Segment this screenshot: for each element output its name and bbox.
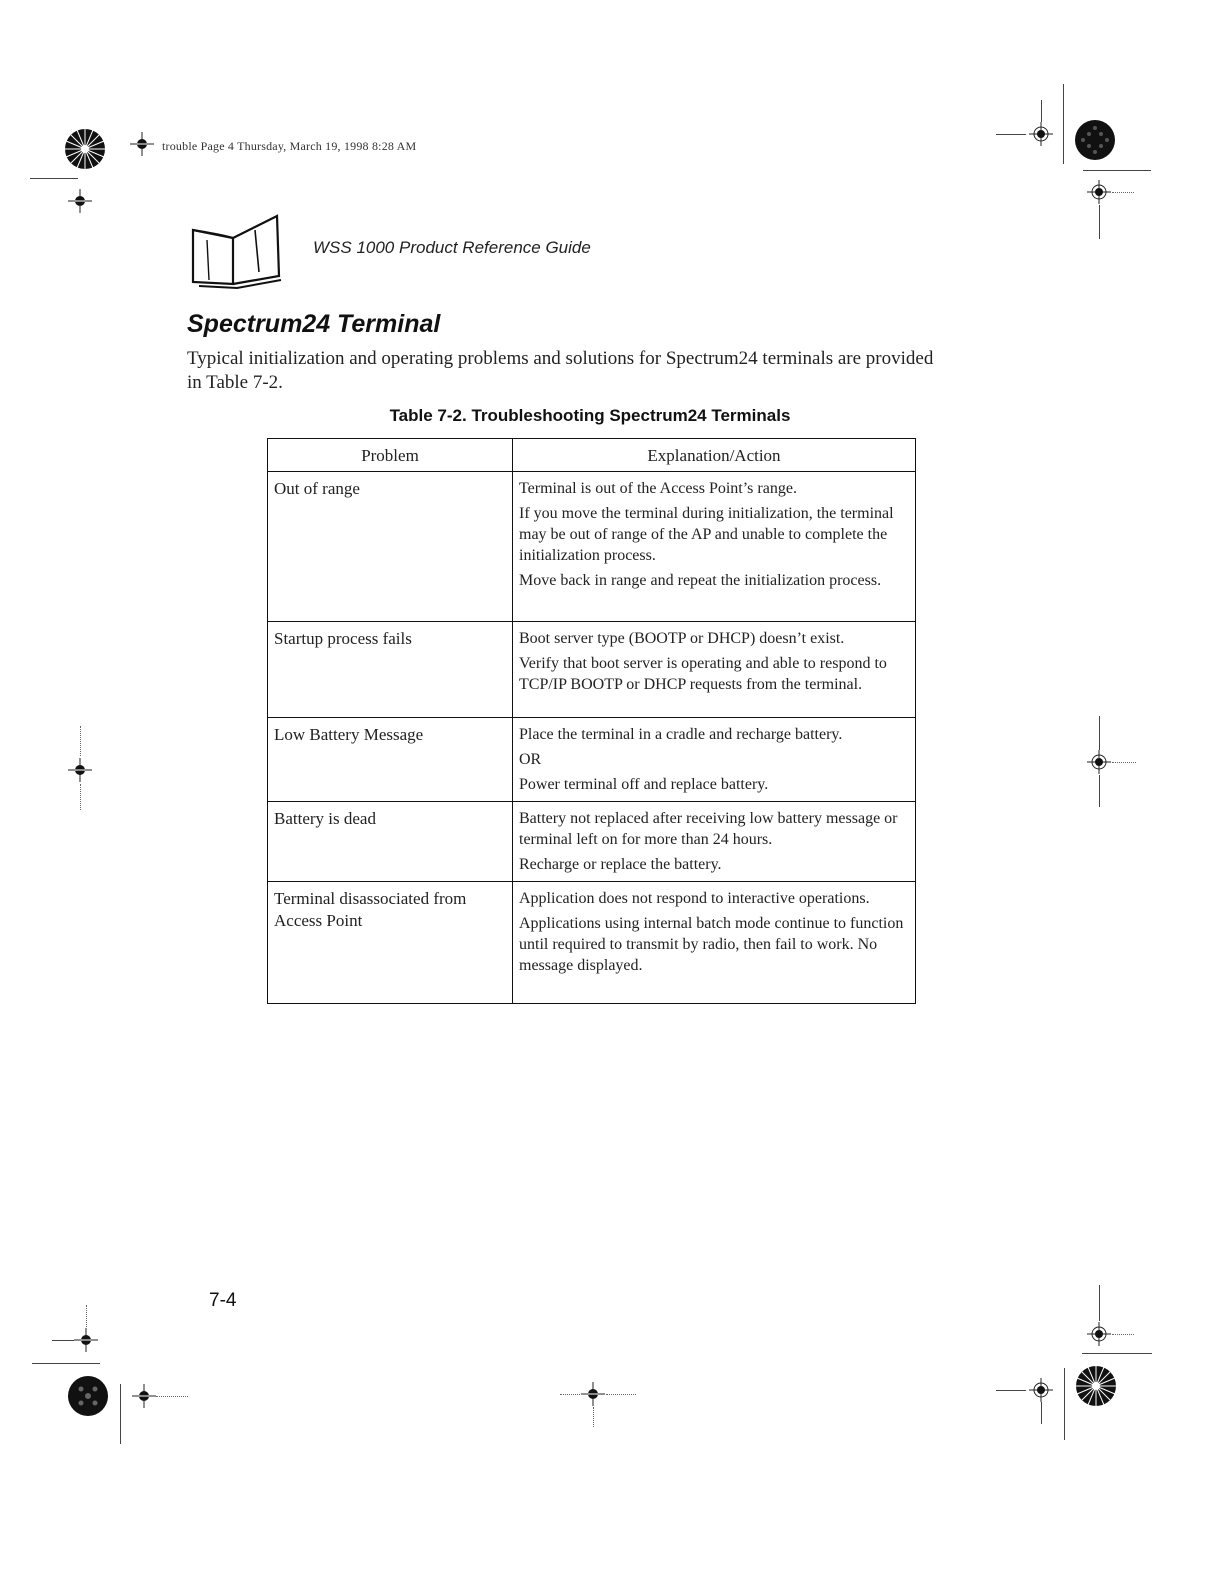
explanation-text: Verify that boot server is operating and able to respond to TCP/IP BOOTP or DHCP requests from the terminal. [519, 655, 887, 693]
printer-rosette-icon [66, 1374, 110, 1418]
crop-mark-line [1099, 205, 1100, 239]
crop-mark-line [52, 1340, 74, 1341]
printer-rosette-icon [1073, 118, 1117, 162]
registration-crosshair-icon [1087, 750, 1111, 774]
crop-mark-line [80, 726, 81, 756]
crop-mark-line [86, 1305, 87, 1327]
crop-mark-line [1112, 762, 1136, 763]
open-book-icon [185, 210, 285, 290]
registration-crosshair-icon [74, 1328, 98, 1352]
explanation-text: Place the terminal in a cradle and recharge battery. [519, 726, 843, 743]
crop-mark-line [560, 1394, 580, 1395]
problem-cell: Startup process fails [268, 622, 513, 718]
crop-mark-line [1112, 192, 1134, 193]
crop-mark-line [30, 178, 78, 179]
table-row [268, 622, 916, 718]
problem-cell: Terminal disassociated from Access Point [268, 882, 513, 1004]
problem-cell: Battery is dead [268, 802, 513, 882]
table-row [268, 802, 916, 882]
explanation-cell [513, 472, 916, 622]
printer-slug: trouble Page 4 Thursday, March 19, 1998 8:28 AM [162, 139, 417, 153]
registration-crosshair-icon [581, 1382, 605, 1406]
crop-mark-line [1041, 1402, 1042, 1424]
explanation-text: Power terminal off and replace battery. [519, 776, 769, 793]
crop-mark-line [1099, 716, 1100, 750]
crop-mark-line [1112, 1334, 1134, 1335]
crop-mark-line [32, 1363, 100, 1364]
crop-mark-line [606, 1394, 636, 1395]
explanation-text: If you move the terminal during initialization, the terminal may be out of range of the AP and unable to complete the initialization process. [519, 505, 894, 564]
explanation-cell [513, 718, 916, 802]
table-caption: Table 7-2. Troubleshooting Spectrum24 Terminals [389, 406, 791, 425]
running-head: WSS 1000 Product Reference Guide [313, 238, 591, 257]
explanation-text: Application does not respond to interactive operations. [519, 890, 870, 907]
table-row [268, 718, 916, 802]
printer-rosette-icon [63, 127, 107, 171]
registration-crosshair-icon [68, 758, 92, 782]
registration-crosshair-icon [68, 189, 92, 213]
registration-crosshair-icon [1029, 122, 1053, 146]
explanation-text: Terminal is out of the Access Point’s range. [519, 480, 797, 497]
table-row [268, 882, 916, 1004]
problem-cell: Out of range [268, 472, 513, 622]
explanation-cell [513, 622, 916, 718]
explanation-cell [513, 882, 916, 1004]
explanation-text: Applications using internal batch mode continue to function until required to transmit by radio, then fail to work. No message displayed. [519, 915, 904, 974]
registration-crosshair-icon [1087, 1322, 1111, 1346]
explanation-cell [513, 802, 916, 882]
printer-rosette-icon [1074, 1364, 1118, 1408]
crop-mark-line [1083, 170, 1151, 171]
crop-mark-line [120, 1384, 121, 1444]
crop-mark-line [996, 1390, 1026, 1391]
explanation-text: Recharge or replace the battery. [519, 856, 722, 873]
crop-mark-line [996, 134, 1026, 135]
registration-crosshair-icon [1087, 180, 1111, 204]
table-header-row [268, 439, 916, 472]
crop-mark-line [593, 1407, 594, 1427]
explanation-text: Boot server type (BOOTP or DHCP) doesn’t exist. [519, 630, 845, 647]
crop-mark-line [80, 784, 81, 810]
registration-crosshair-icon [132, 1384, 156, 1408]
crop-mark-line [1041, 100, 1042, 122]
table-row [268, 472, 916, 622]
crop-mark-line [1099, 775, 1100, 807]
crop-mark-line [1082, 1353, 1152, 1354]
registration-crosshair-icon [1029, 1378, 1053, 1402]
explanation-text: Move back in range and repeat the initialization process. [519, 572, 882, 589]
registration-crosshair-icon [130, 132, 154, 156]
explanation-text: OR [519, 751, 542, 768]
explanation-text: Battery not replaced after receiving low battery message or terminal left on for more than 24 hours. [519, 810, 898, 848]
page-number: 7-4 [209, 1290, 237, 1311]
crop-mark-line [1064, 1368, 1065, 1440]
crop-mark-line [1099, 1285, 1100, 1321]
crop-mark-line [1063, 84, 1064, 164]
section-title: Spectrum24 Terminal [187, 310, 441, 338]
crop-mark-line [156, 1396, 188, 1397]
problem-cell: Low Battery Message [268, 718, 513, 802]
intro-paragraph: Typical initialization and operating problems and solutions for Spectrum24 terminals are provided in Table 7-2. [187, 348, 934, 393]
troubleshooting-table [267, 438, 916, 1004]
column-header-problem: Problem [268, 439, 513, 472]
column-header-explanation: Explanation/Action [513, 439, 916, 472]
